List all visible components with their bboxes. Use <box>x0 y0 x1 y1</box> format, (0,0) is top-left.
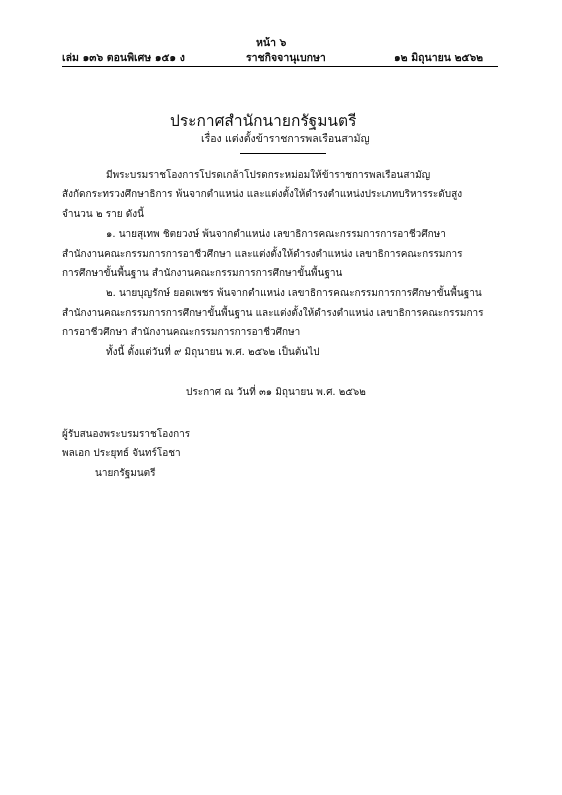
signature-countersign: ผู้รับสนองพระบรมราชโองการ <box>62 429 191 440</box>
intro-line-2: สังกัดกระทรวงศึกษาธิการ พ้นจากตำแหน่ง และแต่งตั้งให้ดำรงตำแหน่งประเภทบริหารระดับสูง <box>62 189 463 200</box>
title-rule <box>240 153 326 154</box>
effective-date: ทั้งนี้ ตั้งแต่วันที่ ๙ มิถุนายน พ.ศ. ๒๕๖๒ เป็นต้นไป <box>106 347 320 358</box>
item1-line-1: ๑. นายสุเทพ ชิตยวงษ์ พ้นจากตำแหน่ง เลขาธิการคณะกรรมการการอาชีวศึกษา <box>106 229 446 240</box>
document-subject: เรื่อง แต่งตั้งข้าราชการพลเรือนสามัญ <box>201 133 370 145</box>
item2-line-1: ๒. นายบุญรักษ์ ยอดเพชร พ้นจากตำแหน่ง เลขาธิการคณะกรรมการการศึกษาขั้นพื้นฐาน <box>106 288 482 299</box>
intro-line-1: มีพระบรมราชโองการโปรดเกล้าโปรดกระหม่อมให้ข้าราชการพลเรือนสามัญ <box>106 170 431 181</box>
item2-line-3: การอาชีวศึกษา สำนักงานคณะกรรมการการอาชีวศึกษา <box>62 327 301 338</box>
intro-line-3: จำนวน ๒ ราย ดังนี้ <box>62 209 144 220</box>
announcement-date: ประกาศ ณ วันที่ ๓๑ มิถุนายน พ.ศ. ๒๕๖๒ <box>186 387 366 398</box>
document-title: ประกาศสำนักนายกรัฐมนตรี <box>170 112 357 130</box>
header-rule <box>62 66 498 67</box>
item1-line-3: การศึกษาขั้นพื้นฐาน สำนักงานคณะกรรมการการศึกษาขั้นพื้นฐาน <box>62 268 343 279</box>
signature-name: พลเอก ประยุทธ์ จันทร์โอชา <box>62 448 181 459</box>
gazette-name: ราชกิจจานุเบกษา <box>246 52 326 64</box>
item1-line-2: สำนักงานคณะกรรมการการอาชีวศึกษา และแต่งตั้งให้ดำรงตำแหน่ง เลขาธิการคณะกรรมการ <box>62 249 463 260</box>
volume-info: เล่ม ๑๓๖ ตอนพิเศษ ๑๕๑ ง <box>62 52 185 64</box>
signature-position: นายกรัฐมนตรี <box>95 468 156 479</box>
gazette-date: ๑๒ มิถุนายน ๒๕๖๒ <box>394 52 484 64</box>
page-number: หน้า ๖ <box>256 37 287 49</box>
item2-line-2: สำนักงานคณะกรรมการการศึกษาขั้นพื้นฐาน และแต่งตั้งให้ดำรงตำแหน่ง เลขาธิการคณะกรรมการ <box>62 308 484 319</box>
